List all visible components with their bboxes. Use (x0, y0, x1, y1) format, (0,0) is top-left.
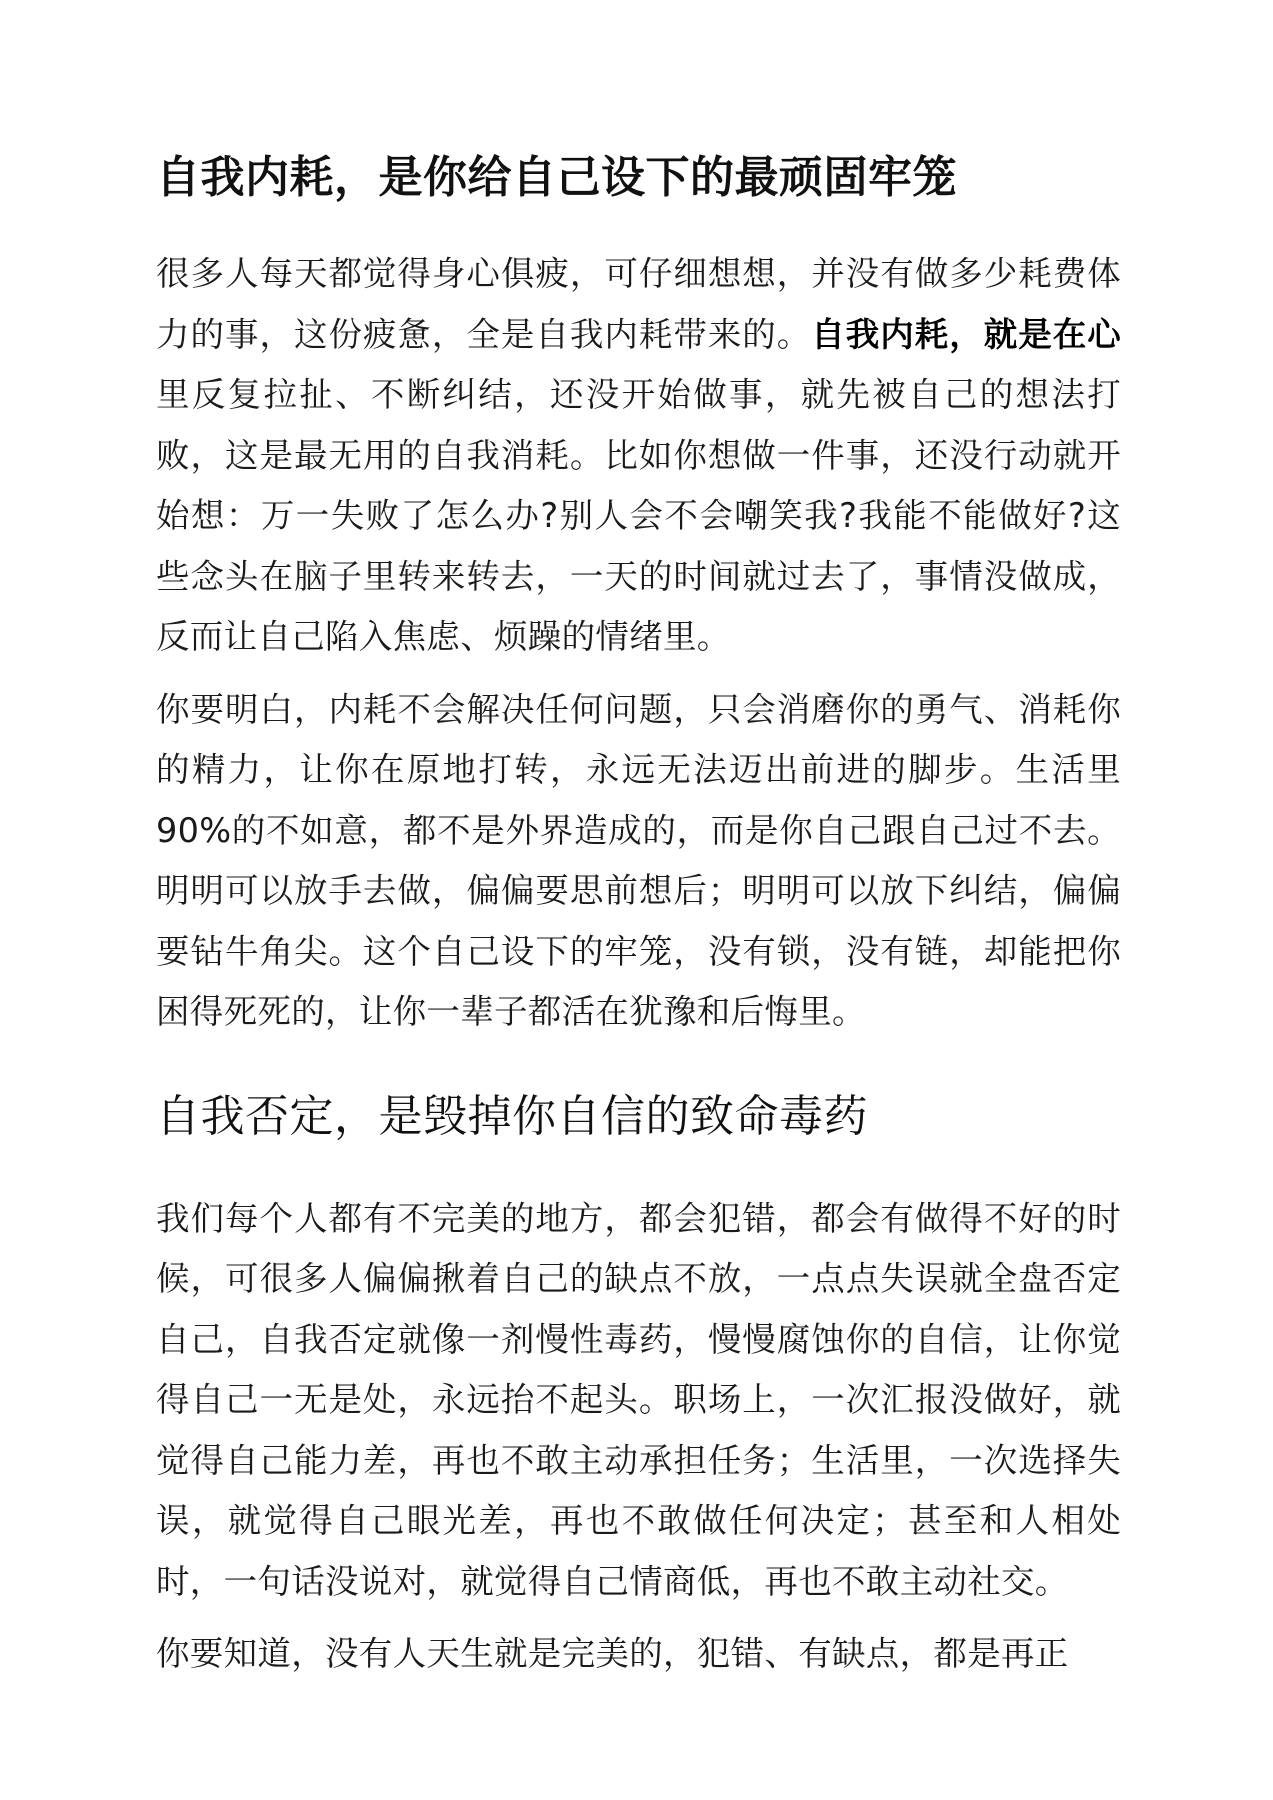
paragraph-text: 里反复拉扯、不断纠结，还没开始做事，就先被自己的想法打败，这是最无用的自我消耗。比如你想做一件事，还没行动就开始想：万一失败了怎么办?别人会不会嘲笑我?我能不能做好?这些念头在脑子里转来转去，一天的时间就过去了，事情没做成，反而让自己陷入焦虑、烦躁的情绪里。 (156, 375, 1121, 656)
article (156, 148, 1121, 1685)
paragraph: 你要知道，没有人天生就是完美的，犯错、有缺点，都是再正 (156, 1634, 1069, 1673)
paragraph (156, 244, 1121, 668)
section-heading-inner-friction: 自我内耗，是你给自己设下的最顽固牢笼 (156, 152, 957, 203)
paragraph-text: 很多人每天都觉得身心俱疲，可仔细想想，并没有做多少耗费体力的事，这份疲惫，全是自我内耗带来的。 (156, 254, 1121, 354)
section-heading-self-denial: 自我否定，是毁掉你自信的致命毒药 (156, 1090, 868, 1142)
bold-emphasis: 自我内耗，就是在心 (811, 314, 1122, 354)
paragraph: 你要明白，内耗不会解决任何问题，只会消磨你的勇气、消耗你的精力，让你在原地打转，永远无法迈出前进的脚步。生活里90%的不如意，都不是外界造成的，而是你自己跟自己过不去。明明可以放手去做，偏偏要思前想后；明明可以放下纠结，偏偏要钻牛角尖。这个自己设下的牢笼，没有锁，没有链，却能把你困得死死的，让你一辈子都活在犹豫和后悔里。 (156, 689, 1121, 1031)
paragraph: 我们每个人都有不完美的地方，都会犯错，都会有做得不好的时候，可很多人偏偏揪着自己的缺点不放，一点点失误就全盘否定自己，自我否定就像一剂慢性毒药，慢慢腐蚀你的自信，让你觉得自己一无是处，永远抬不起头。职场上，一次汇报没做好，就觉得自己能力差，再也不敢主动承担任务；生活里，一次选择失误，就觉得自己眼光差，再也不敢做任何决定；甚至和人相处时，一句话没说对，就觉得自己情商低，再也不敢主动社交。 (156, 1198, 1121, 1601)
